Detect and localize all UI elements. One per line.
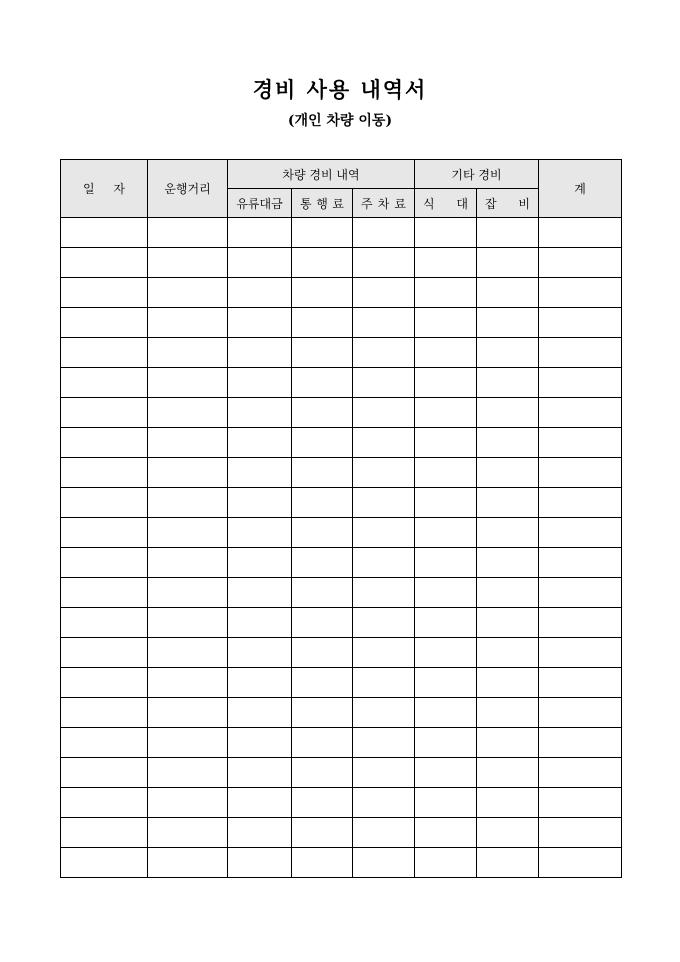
cell-total[interactable] [539,278,622,308]
cell-meal[interactable] [415,728,477,758]
header-toll-char-1: 통 [300,196,312,211]
cell-parking[interactable] [353,788,415,818]
cell-toll[interactable] [292,368,353,398]
cell-fuel[interactable] [228,488,292,518]
document-subtitle: (개인 차량 이동) [287,113,393,129]
cell-parking[interactable] [353,548,415,578]
cell-distance[interactable] [148,698,228,728]
cell-parking[interactable] [353,278,415,308]
cell-toll[interactable] [292,818,353,848]
header-misc [477,189,539,218]
cell-meal[interactable] [415,218,477,248]
cell-toll[interactable] [292,608,353,638]
cell-misc[interactable] [477,518,539,548]
cell-parking[interactable] [353,848,415,878]
cell-distance[interactable] [148,458,228,488]
table-row [61,368,622,398]
cell-misc[interactable] [477,218,539,248]
cell-parking[interactable] [353,578,415,608]
cell-meal[interactable] [415,398,477,428]
cell-meal[interactable] [415,428,477,458]
cell-meal[interactable] [415,368,477,398]
cell-meal[interactable] [415,578,477,608]
cell-total[interactable] [539,368,622,398]
cell-meal[interactable] [415,848,477,878]
cell-date[interactable] [61,428,148,458]
cell-distance[interactable] [148,818,228,848]
cell-distance[interactable] [148,668,228,698]
table-row [61,398,622,428]
table-row [61,698,622,728]
cell-total[interactable] [539,398,622,428]
header-meal-char-2: 대 [456,196,468,211]
table-row [61,458,622,488]
cell-fuel[interactable] [228,818,292,848]
cell-toll[interactable] [292,788,353,818]
cell-toll[interactable] [292,398,353,428]
cell-total[interactable] [539,428,622,458]
cell-parking[interactable] [353,518,415,548]
table-row [61,608,622,638]
cell-misc[interactable] [477,848,539,878]
cell-fuel[interactable] [228,548,292,578]
cell-date[interactable] [61,308,148,338]
cell-total[interactable] [539,758,622,788]
cell-date[interactable] [61,488,148,518]
cell-total[interactable] [539,818,622,848]
table-row [61,728,622,758]
cell-misc[interactable] [477,698,539,728]
header-total: 계 [539,160,622,218]
cell-date[interactable] [61,218,148,248]
cell-parking[interactable] [353,758,415,788]
cell-fuel[interactable] [228,278,292,308]
cell-parking[interactable] [353,458,415,488]
cell-date[interactable] [61,398,148,428]
cell-toll[interactable] [292,758,353,788]
table-row [61,338,622,368]
cell-date[interactable] [61,578,148,608]
cell-fuel[interactable] [228,608,292,638]
cell-date[interactable] [61,518,148,548]
cell-toll[interactable] [292,248,353,278]
header-parking-char-3: 료 [394,196,406,211]
table-row [61,218,622,248]
cell-total[interactable] [539,458,622,488]
header-toll [292,189,353,218]
cell-fuel[interactable] [228,398,292,428]
cell-distance[interactable] [148,488,228,518]
cell-meal[interactable] [415,698,477,728]
cell-misc[interactable] [477,368,539,398]
cell-distance[interactable] [148,278,228,308]
cell-toll[interactable] [292,728,353,758]
cell-total[interactable] [539,338,622,368]
table-body [61,218,622,878]
cell-misc[interactable] [477,548,539,578]
cell-fuel[interactable] [228,248,292,278]
cell-misc[interactable] [477,788,539,818]
cell-fuel[interactable] [228,518,292,548]
cell-distance[interactable] [148,578,228,608]
cell-toll[interactable] [292,338,353,368]
cell-fuel[interactable] [228,338,292,368]
table-row [61,758,622,788]
cell-toll[interactable] [292,308,353,338]
cell-parking[interactable] [353,368,415,398]
header-date-char-1: 일 [83,182,95,196]
table-row [61,818,622,848]
expense-table [60,159,622,878]
cell-meal[interactable] [415,668,477,698]
cell-date[interactable] [61,548,148,578]
cell-toll[interactable] [292,578,353,608]
cell-parking[interactable] [353,818,415,848]
cell-toll[interactable] [292,698,353,728]
cell-distance[interactable] [148,548,228,578]
cell-parking[interactable] [353,698,415,728]
cell-fuel[interactable] [228,578,292,608]
cell-parking[interactable] [353,638,415,668]
cell-toll[interactable] [292,518,353,548]
cell-meal[interactable] [415,338,477,368]
cell-parking[interactable] [353,218,415,248]
cell-toll[interactable] [292,278,353,308]
cell-meal[interactable] [415,758,477,788]
cell-misc[interactable] [477,818,539,848]
cell-misc[interactable] [477,338,539,368]
cell-misc[interactable] [477,728,539,758]
cell-misc[interactable] [477,278,539,308]
cell-total[interactable] [539,788,622,818]
cell-total[interactable] [539,308,622,338]
cell-fuel[interactable] [228,728,292,758]
cell-distance[interactable] [148,518,228,548]
cell-distance[interactable] [148,368,228,398]
cell-toll[interactable] [292,548,353,578]
cell-distance[interactable] [148,848,228,878]
cell-fuel[interactable] [228,788,292,818]
header-toll-char-2: 행 [316,196,328,211]
cell-total[interactable] [539,668,622,698]
cell-toll[interactable] [292,458,353,488]
table-row [61,488,622,518]
cell-date[interactable] [61,848,148,878]
table-row [61,428,622,458]
cell-meal[interactable] [415,788,477,818]
cell-distance[interactable] [148,398,228,428]
cell-misc[interactable] [477,638,539,668]
cell-meal[interactable] [415,818,477,848]
cell-distance[interactable] [148,218,228,248]
cell-misc[interactable] [477,608,539,638]
table-row [61,788,622,818]
cell-fuel[interactable] [228,668,292,698]
header-parking [353,189,415,218]
cell-misc[interactable] [477,248,539,278]
header-date-char-2: 자 [113,182,125,196]
header-meal-char-1: 식 [423,196,435,211]
cell-meal[interactable] [415,488,477,518]
header-misc-char-2: 비 [518,196,530,211]
cell-total[interactable] [539,488,622,518]
cell-total[interactable] [539,248,622,278]
cell-toll[interactable] [292,638,353,668]
header-parking-char-2: 차 [377,196,390,211]
cell-parking[interactable] [353,308,415,338]
cell-fuel[interactable] [228,848,292,878]
cell-meal[interactable] [415,548,477,578]
cell-fuel[interactable] [228,638,292,668]
header-fuel: 유류대금 [228,189,292,218]
header-meal [415,189,477,218]
cell-parking[interactable] [353,338,415,368]
cell-meal[interactable] [415,248,477,278]
cell-date[interactable] [61,638,148,668]
cell-total[interactable] [539,698,622,728]
cell-date[interactable] [61,818,148,848]
cell-misc[interactable] [477,458,539,488]
document-title: 경비 사용 내역서 [252,77,428,102]
cell-misc[interactable] [477,668,539,698]
cell-distance[interactable] [148,308,228,338]
cell-misc[interactable] [477,578,539,608]
cell-total[interactable] [539,638,622,668]
header-vehicle-expense-group: 차량 경비 내역 [228,160,415,189]
cell-misc[interactable] [477,428,539,458]
cell-date[interactable] [61,698,148,728]
cell-parking[interactable] [353,728,415,758]
header-other-expense-group: 기타 경비 [415,160,539,189]
cell-date[interactable] [61,668,148,698]
cell-date[interactable] [61,758,148,788]
cell-distance[interactable] [148,788,228,818]
cell-total[interactable] [539,608,622,638]
cell-misc[interactable] [477,308,539,338]
table-row [61,248,622,278]
cell-total[interactable] [539,548,622,578]
cell-meal[interactable] [415,638,477,668]
cell-fuel[interactable] [228,758,292,788]
header-distance: 운행거리 [148,160,228,218]
cell-misc[interactable] [477,758,539,788]
cell-fuel[interactable] [228,368,292,398]
cell-fuel[interactable] [228,428,292,458]
cell-toll[interactable] [292,668,353,698]
cell-fuel[interactable] [228,698,292,728]
cell-toll[interactable] [292,848,353,878]
cell-distance[interactable] [148,338,228,368]
cell-toll[interactable] [292,488,353,518]
cell-parking[interactable] [353,398,415,428]
cell-misc[interactable] [477,488,539,518]
cell-date[interactable] [61,788,148,818]
cell-date[interactable] [61,458,148,488]
table-row [61,308,622,338]
cell-misc[interactable] [477,398,539,428]
table-row [61,278,622,308]
cell-distance[interactable] [148,608,228,638]
cell-date[interactable] [61,728,148,758]
table-row [61,848,622,878]
cell-meal[interactable] [415,608,477,638]
cell-fuel[interactable] [228,308,292,338]
table-row [61,548,622,578]
header-date [61,160,148,218]
cell-parking[interactable] [353,608,415,638]
cell-meal[interactable] [415,278,477,308]
cell-total[interactable] [539,728,622,758]
cell-distance[interactable] [148,248,228,278]
header-parking-char-1: 주 [361,196,373,211]
cell-fuel[interactable] [228,458,292,488]
cell-distance[interactable] [148,638,228,668]
cell-total[interactable] [539,578,622,608]
cell-distance[interactable] [148,728,228,758]
cell-toll[interactable] [292,428,353,458]
header-toll-char-3: 료 [332,196,344,211]
table-header [61,160,622,218]
cell-meal[interactable] [415,308,477,338]
cell-parking[interactable] [353,488,415,518]
cell-date[interactable] [61,338,148,368]
cell-date[interactable] [61,278,148,308]
cell-parking[interactable] [353,428,415,458]
cell-date[interactable] [61,368,148,398]
cell-toll[interactable] [292,218,353,248]
cell-parking[interactable] [353,248,415,278]
cell-parking[interactable] [353,668,415,698]
cell-meal[interactable] [415,458,477,488]
cell-date[interactable] [61,248,148,278]
cell-total[interactable] [539,518,622,548]
table-row [61,668,622,698]
cell-total[interactable] [539,218,622,248]
table-row [61,578,622,608]
cell-distance[interactable] [148,758,228,788]
cell-total[interactable] [539,848,622,878]
header-misc-char-1: 잡 [485,196,497,211]
cell-date[interactable] [61,608,148,638]
table-row [61,518,622,548]
cell-fuel[interactable] [228,218,292,248]
table-row [61,638,622,668]
cell-meal[interactable] [415,518,477,548]
cell-distance[interactable] [148,428,228,458]
